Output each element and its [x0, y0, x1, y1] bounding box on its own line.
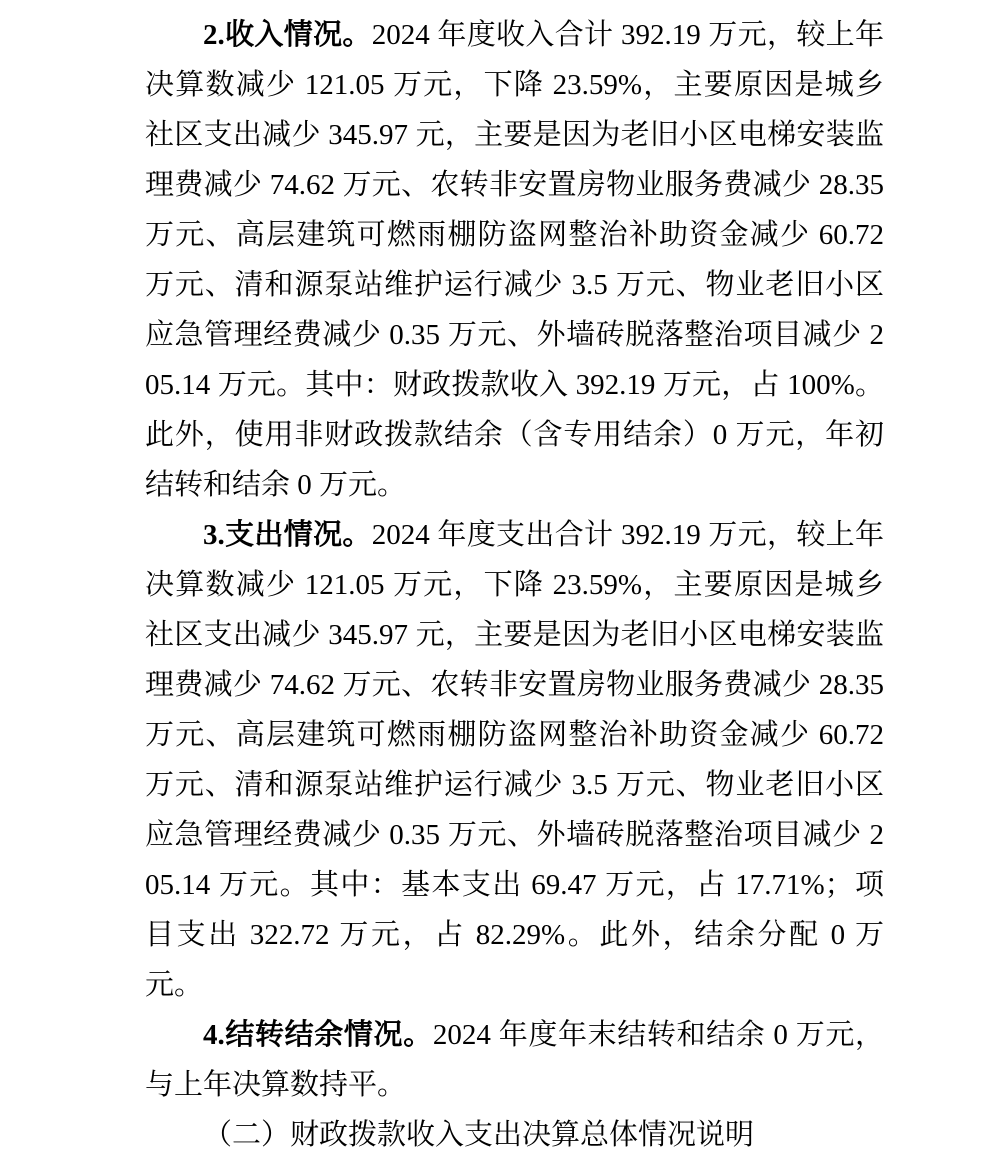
paragraph-income-situation [145, 10, 884, 510]
paragraph-expenditure-situation [145, 510, 884, 1010]
carryover-section-heading: 4.结转结余情况。 [203, 1019, 433, 1051]
paragraph-fiscal-appropriation-heading [145, 1110, 884, 1160]
income-section-body: 2024 年度收入合计 392.19 万元，较上年决算数减少 121.05 万元，下降 23.59%，主要原因是城乡社区支出减少 345.97 元，主要是因为老旧小区电梯安装监理费减少 74.62 万元、农转非安置房物业服务费减少 28.35 万元、高层建筑可燃雨棚防盗网整治补助资金减少 60.72 万元、清和源泵站维护运行减少 3.5 万元、物业老旧小区应急管理经费减少 0.35 万元、外墙砖脱落整治项目减少 205.14 万元。其中：财政拨款收入 392.19 万元，占 100%。此外，使用非财政拨款结余（含专用结余）0 万元，年初结转和结余 0 万元。 [145, 19, 884, 501]
expenditure-section-heading: 3.支出情况。 [203, 519, 372, 551]
paragraph-carryover-balance [145, 1010, 884, 1110]
income-section-heading: 2.收入情况。 [203, 19, 372, 51]
carryover-section-body: 2024 年度年末结转和结余 0 万元，与上年决算数持平。 [145, 1019, 884, 1101]
fiscal-appropriation-heading-text: （二）财政拨款收入支出决算总体情况说明 [203, 1119, 755, 1151]
expenditure-section-body: 2024 年度支出合计 392.19 万元，较上年决算数减少 121.05 万元，下降 23.59%，主要原因是城乡社区支出减少 345.97 元，主要是因为老旧小区电梯安装监理费减少 74.62 万元、农转非安置房物业服务费减少 28.35 万元、高层建筑可燃雨棚防盗网整治补助资金减少 60.72 万元、清和源泵站维护运行减少 3.5 万元、物业老旧小区应急管理经费减少 0.35 万元、外墙砖脱落整治项目减少 205.14 万元。其中：基本支出 69.47 万元，占 17.71%；项目支出 322.72 万元，占 82.29%。此外，结余分配 0 万元。 [145, 519, 884, 1001]
